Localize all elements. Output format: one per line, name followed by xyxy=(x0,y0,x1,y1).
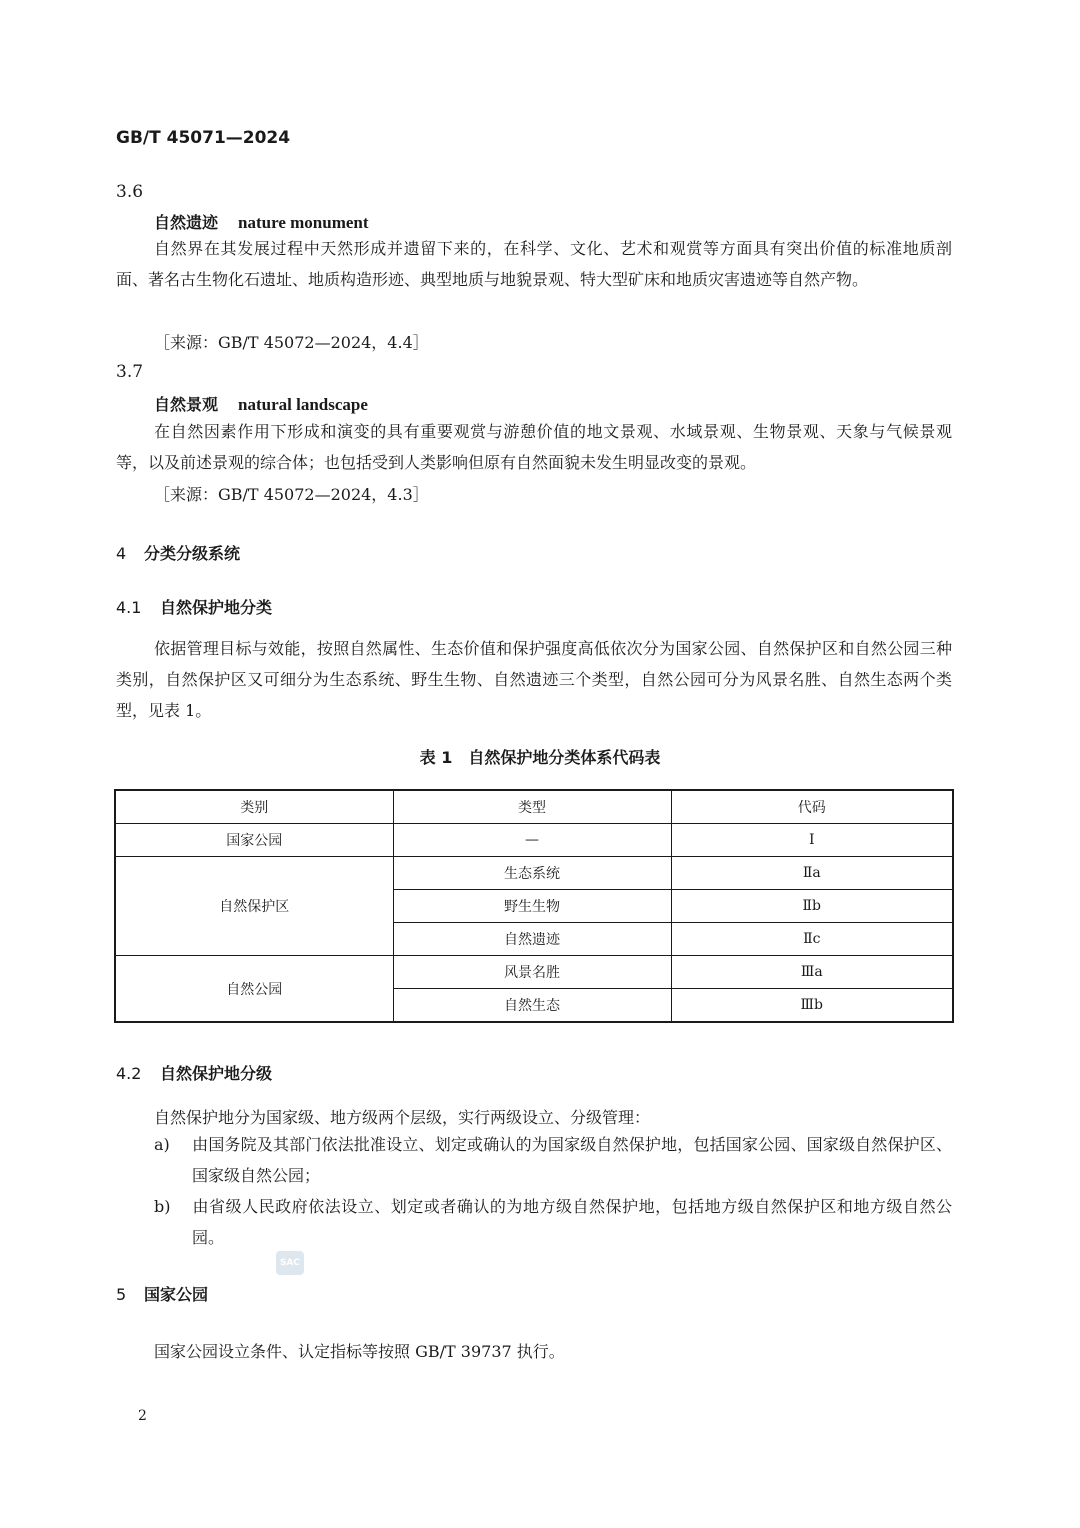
section-title: 分类分级系统 xyxy=(144,544,241,563)
section-number: 4.1 xyxy=(116,598,142,617)
section-4-2-intro: 自然保护地分为国家级、地方级两个层级，实行两级设立、分级管理： xyxy=(154,1108,651,1127)
standard-code: GB/T 45071—2024 xyxy=(116,128,291,148)
page-number: 2 xyxy=(138,1408,147,1424)
list-item xyxy=(154,1191,952,1253)
table-header-row xyxy=(115,790,953,824)
type-cell: 风景名胜 xyxy=(393,956,671,989)
list-item xyxy=(154,1129,952,1191)
type-cell: 自然遗迹 xyxy=(393,923,671,956)
list-text: 由国务院及其部门依法批准设立、划定或确认的为国家级自然保护地，包括国家公园、国家级自然保护区、国家级自然公园； xyxy=(192,1135,952,1185)
term-zh: 自然景观 xyxy=(154,395,219,414)
section-4-1-body: 依据管理目标与效能，按照自然属性、生态价值和保护强度高低依次分为国家公园、自然保护区和自然公园三种类别，自然保护区又可细分为生态系统、野生生物、自然遗迹三个类型，自然公园可分为风景名胜、自然生态两个类型，见表 1。 xyxy=(116,639,952,720)
code-cell: Ⅱc xyxy=(671,923,953,956)
type-cell: 自然生态 xyxy=(393,989,671,1023)
code-cell: Ⅱb xyxy=(671,890,953,923)
section-heading-5 xyxy=(116,1282,208,1305)
term-en: nature monument xyxy=(238,213,369,232)
clause-number-3-6: 3.6 xyxy=(116,182,144,202)
term-en: natural landscape xyxy=(238,395,368,414)
header-code: 代码 xyxy=(671,790,953,824)
category-cell: 自然保护区 xyxy=(115,857,393,956)
section-title: 自然保护地分级 xyxy=(160,1064,273,1083)
section-title: 自然保护地分类 xyxy=(160,598,273,617)
term-3-7 xyxy=(154,392,368,415)
type-cell: 野生生物 xyxy=(393,890,671,923)
type-cell: 生态系统 xyxy=(393,857,671,890)
clause-number-3-7: 3.7 xyxy=(116,362,144,382)
code-cell: Ⅲb xyxy=(671,989,953,1023)
section-title: 国家公园 xyxy=(144,1285,209,1304)
list-text: 由省级人民政府依法设立、划定或者确认的为地方级自然保护地，包括地方级自然保护区和地方级自然公园。 xyxy=(192,1197,952,1247)
sac-watermark-logo: SAC xyxy=(276,1251,304,1275)
type-cell: — xyxy=(393,824,671,857)
code-cell: Ⅲa xyxy=(671,956,953,989)
table-row xyxy=(115,824,953,857)
category-cell: 国家公园 xyxy=(115,824,393,857)
section-heading-4 xyxy=(116,541,240,564)
code-cell: Ⅰ xyxy=(671,824,953,857)
definition-3-6: 自然界在其发展过程中天然形成并遗留下来的，在科学、文化、艺术和观赏等方面具有突出价值的标准地质剖面、著名古生物化石遗址、地质构造形迹、典型地质与地貌景观、特大型矿床和地质灾害遗迹等自然产物。 xyxy=(116,239,952,289)
term-3-6 xyxy=(154,210,369,233)
section-number: 4 xyxy=(116,544,127,563)
table-row xyxy=(115,956,953,989)
classification-code-table xyxy=(114,789,954,1023)
header-category: 类别 xyxy=(115,790,393,824)
category-cell: 自然公园 xyxy=(115,956,393,1023)
code-cell: Ⅱa xyxy=(671,857,953,890)
header-type: 类型 xyxy=(393,790,671,824)
term-zh: 自然遗迹 xyxy=(154,213,219,232)
table-1-title: 表 1 自然保护地分类体系代码表 xyxy=(419,748,661,767)
section-number: 4.2 xyxy=(116,1064,142,1083)
definition-3-7: 在自然因素作用下形成和演变的具有重要观赏与游憩价值的地文景观、水域景观、生物景观、天象与气候景观等，以及前述景观的综合体；也包括受到人类影响但原有自然面貌未发生明显改变的景观。 xyxy=(116,422,952,472)
table-row xyxy=(115,857,953,890)
section-heading-4-1 xyxy=(116,595,272,618)
section-5-body: 国家公园设立条件、认定指标等按照 GB/T 39737 执行。 xyxy=(154,1342,565,1361)
section-heading-4-2 xyxy=(116,1061,272,1084)
list-marker: b) xyxy=(154,1197,171,1216)
source-3-6: ［来源：GB/T 45072—2024，4.4］ xyxy=(154,333,429,352)
list-marker: a) xyxy=(154,1135,170,1154)
section-number: 5 xyxy=(116,1285,127,1304)
source-3-7: ［来源：GB/T 45072—2024，4.3］ xyxy=(154,485,429,504)
